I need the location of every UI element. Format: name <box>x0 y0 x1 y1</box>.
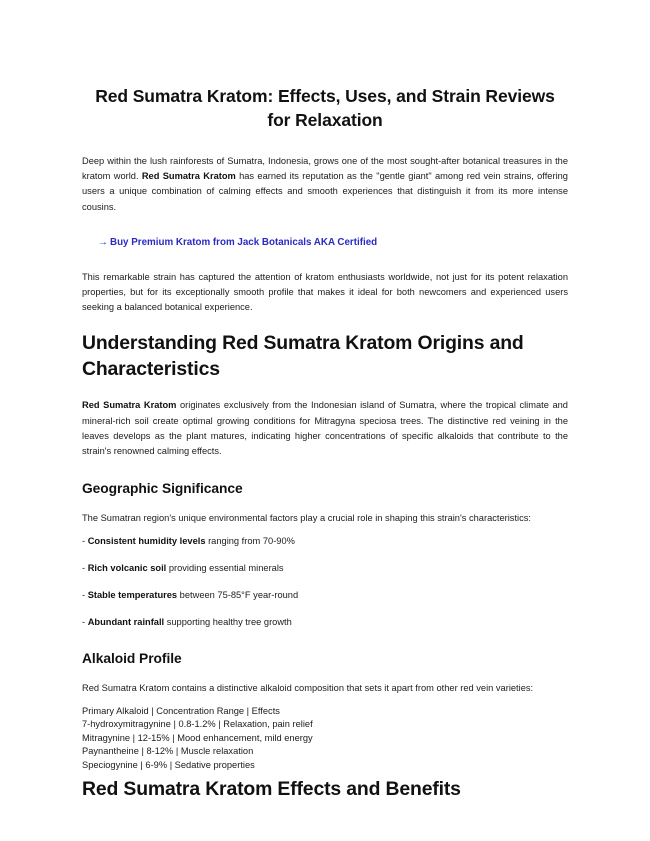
origins-paragraph <box>82 398 568 459</box>
cta-link-container <box>82 232 568 250</box>
page-title: Red Sumatra Kratom: Effects, Uses, and Strain Reviews for Relaxation <box>95 86 555 130</box>
dash-bullet-icon: - <box>82 536 86 547</box>
list-item <box>82 588 568 602</box>
heading-origins-characteristics: Understanding Red Sumatra Kratom Origins and Characteristics <box>82 332 524 380</box>
intro-paragraph-1-lead: Deep within the lush rainforests of Sumatra, Indonesia, grows one of the most sought-after botanical treasures in the kratom world. <box>82 156 568 182</box>
table-row: Paynantheine | 8-12% | Muscle relaxation <box>82 746 254 757</box>
alkaloid-profile-table <box>82 705 568 773</box>
heading-effects-and-benefits: Red Sumatra Kratom Effects and Benefits <box>82 777 461 800</box>
table-row: Speciogynine | 6-9% | Sedative properties <box>82 760 255 771</box>
cta-link-label: Buy Premium Kratom from Jack Botanicals AKA Certified <box>110 236 378 248</box>
list-item-detail: providing essential minerals <box>166 563 284 574</box>
geographic-intro-paragraph: The Sumatran region's unique environmental factors play a crucial role in shaping this strain's characteristics: <box>82 513 531 524</box>
list-item-detail: between 75-85°F year-round <box>177 590 299 601</box>
right-arrow-icon: → <box>98 236 108 248</box>
dash-bullet-icon: - <box>82 617 86 628</box>
list-item <box>82 534 568 548</box>
intro-paragraph-1-tail: has earned its reputation as the "gentle giant" among red vein strains, offering users a unique combination of calming effects and smooth experiences that distinguish it from its more intense cousins. <box>82 171 568 212</box>
list-item-term: Stable temperatures <box>87 590 178 601</box>
list-item-term: Consistent humidity levels <box>87 536 206 547</box>
alkaloid-intro-paragraph: Red Sumatra Kratom contains a distinctive alkaloid composition that sets it apart from other red vein varieties: <box>82 683 534 694</box>
dash-bullet-icon: - <box>82 563 86 574</box>
table-row: 7-hydroxymitragynine | 0.8-1.2% | Relaxation, pain relief <box>82 719 313 730</box>
list-item <box>82 561 568 575</box>
table-row: Primary Alkaloid | Concentration Range | Effects <box>82 705 280 716</box>
list-item-detail: ranging from 70-90% <box>205 536 295 547</box>
intro-paragraph-1 <box>82 154 568 215</box>
table-row: Mitragynine | 12-15% | Mood enhancement, mild energy <box>82 732 313 743</box>
document-content <box>82 84 568 802</box>
buy-premium-kratom-link[interactable] <box>98 236 377 250</box>
intro-paragraph-2: This remarkable strain has captured the attention of kratom enthusiasts worldwide, not just for its potent relaxation properties, but for its exceptionally smooth profile that makes it ideal for both newcomers and experienced users seeking a balanced botanical experience. <box>82 271 568 313</box>
list-item-detail: supporting healthy tree growth <box>164 617 292 628</box>
heading-geographic-significance: Geographic Significance <box>82 481 243 497</box>
intro-paragraph-1-strain-name: Red Sumatra Kratom <box>141 171 236 182</box>
origins-paragraph-body: originates exclusively from the Indonesian island of Sumatra, where the tropical climate and mineral-rich soil create optimal growing conditions for Mitragyna speciosa trees. The distinctive red veining in the leaves develops as the plant matures, indicating higher concentrations of specific alkaloids that contribute to the strain's renowned calming effects. <box>82 400 568 457</box>
list-item-term: Abundant rainfall <box>87 617 165 628</box>
list-item <box>82 615 568 629</box>
dash-bullet-icon: - <box>82 590 86 601</box>
origins-paragraph-strain-name: Red Sumatra Kratom <box>82 400 177 411</box>
list-item-term: Rich volcanic soil <box>87 563 167 574</box>
heading-alkaloid-profile: Alkaloid Profile <box>82 651 182 667</box>
geographic-factors-list <box>82 534 568 629</box>
